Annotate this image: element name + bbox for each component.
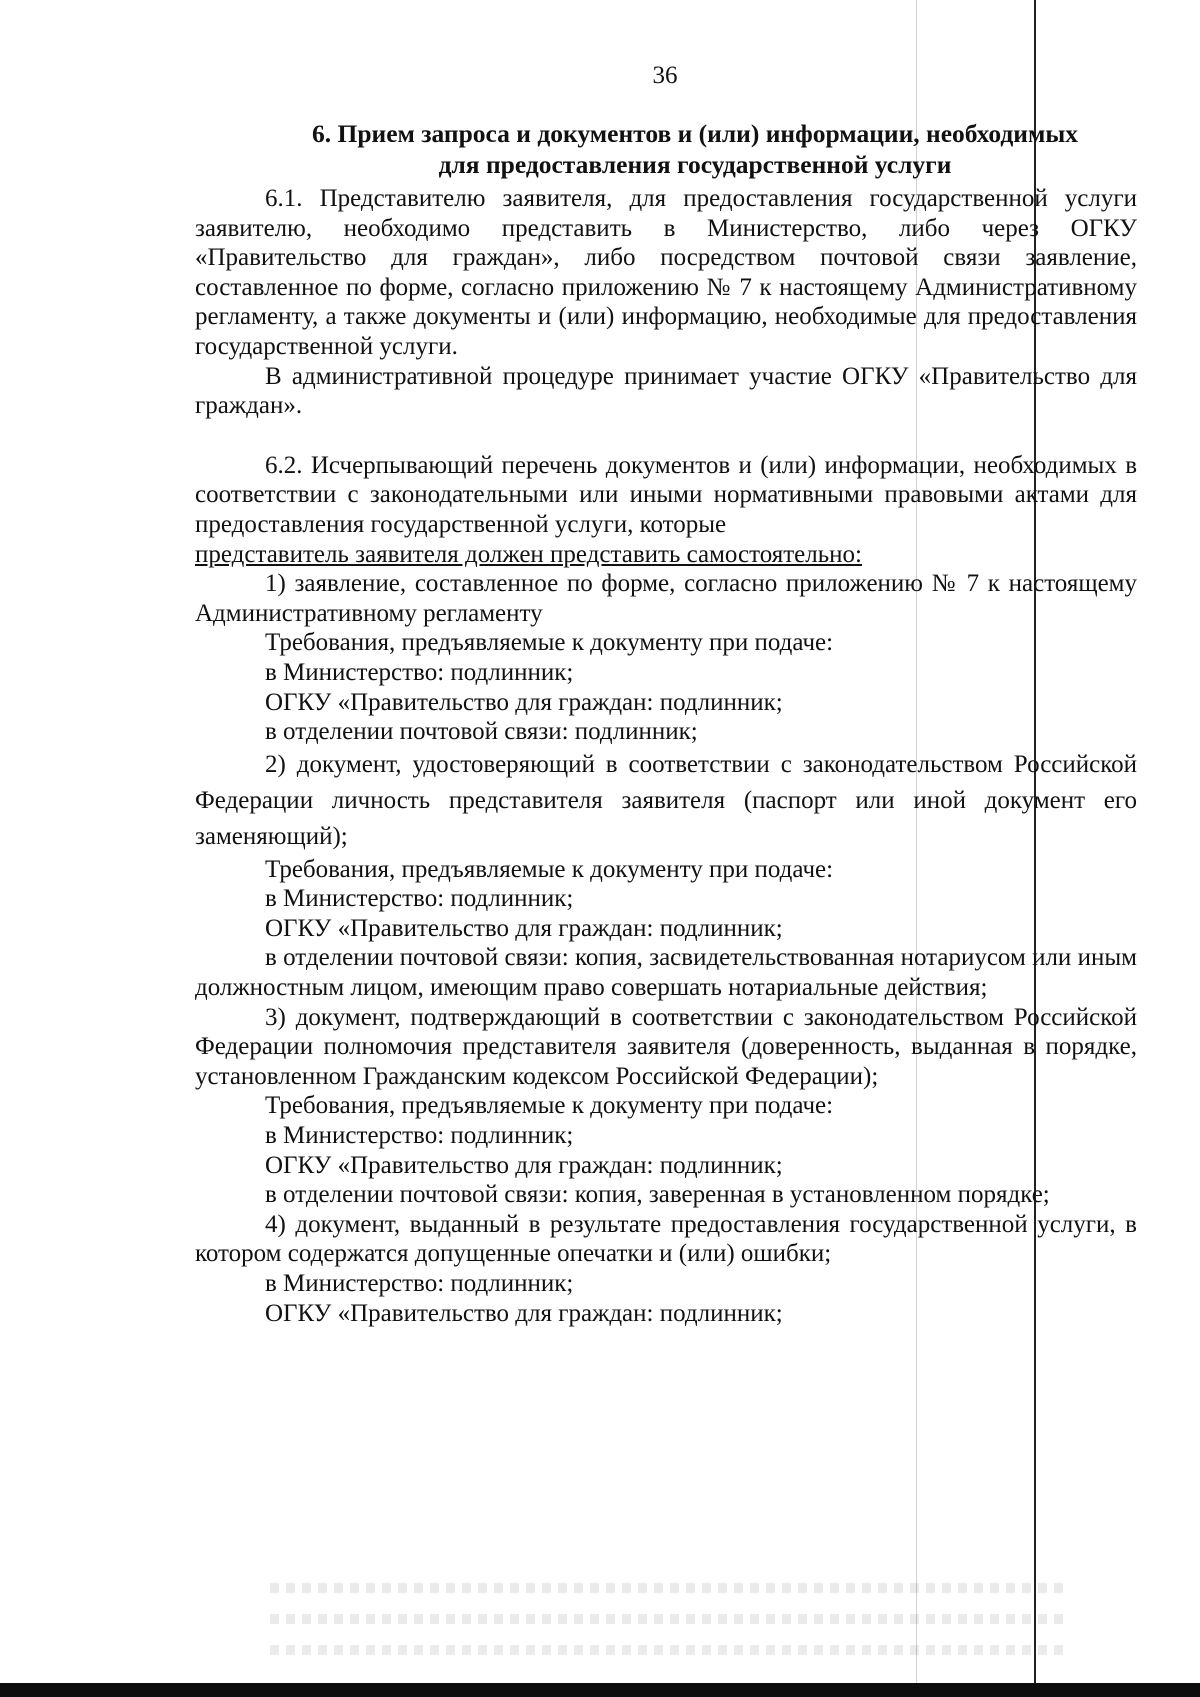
requirements-title: Требования, предъявляемые к документу при подаче:: [265, 855, 834, 883]
paragraph-6-2-underlined: [195, 540, 1137, 570]
requirement-ministry: в Министерство: подлинник;: [265, 1270, 574, 1297]
requirement-ogku: ОГКУ «Правительство для граждан: подлинник;: [265, 914, 783, 942]
list-item-3: 3) документ, подтверждающий в соответствии с законодательством Российской Федерации полномочия представителя заявителя (доверенность, выданная в порядке, установленном Гражданским кодексом Российской Федерации);: [195, 1003, 1137, 1090]
requirements-title: Требования, предъявляемые к документу при подаче:: [265, 1092, 834, 1120]
requirement-ministry: в Министерство: подлинник;: [265, 658, 574, 686]
requirement-post: в отделении почтовой связи: копия, заверенная в установленном порядке;: [265, 1181, 1050, 1209]
requirement-ministry: в Министерство: подлинник;: [265, 885, 574, 913]
bleed-through-text: [270, 1583, 1070, 1593]
requirement-ogku: ОГКУ «Правительство для граждан: подлинник;: [265, 1299, 783, 1327]
section-heading: [250, 118, 1140, 180]
requirements-title: Требования, предъявляемые к документу при подаче:: [265, 629, 834, 657]
requirement-post: в отделении почтовой связи: подлинник;: [265, 718, 698, 746]
list-item-4: 4) документ, выданный в результате предоставления государственной услуги, в котором содержатся допущенные опечатки и (или) ошибки;: [195, 1210, 1137, 1268]
requirement-ogku: ОГКУ «Правительство для граждан: подлинник;: [265, 688, 783, 716]
list-item-1: 1) заявление, составленное по форме, согласно приложению № 7 к настоящему Административному регламенту: [195, 570, 1137, 627]
requirement-ogku: ОГКУ «Правительство для граждан: подлинник;: [265, 1151, 783, 1179]
paragraph-6-2-intro: 6.2. Исчерпывающий перечень документов и (или) информации, необходимых в соответствии с законодательными или иными нормативными правовыми актами для предоставления государственной услуги, которые: [195, 451, 1137, 538]
requirement-ministry: в Министерство: подлинник;: [265, 1122, 574, 1150]
document-body: [195, 184, 1137, 1328]
heading-line-1: 6. Прием запроса и документов и (или) информации, необходимых: [311, 119, 1079, 148]
paragraph-gap: [195, 421, 1137, 451]
scan-bottom-edge: [0, 1683, 1200, 1697]
bleed-through-text: [270, 1614, 1070, 1624]
heading-line-2: для предоставления государственной услуги: [438, 150, 952, 179]
page-number: 36: [652, 62, 678, 89]
requirement-post: в отделении почтовой связи: копия, засвидетельствованная нотариусом или иным должностным лицом, имеющим право совершать нотариальные действия;: [195, 944, 1137, 1002]
bleed-through-text: [270, 1645, 1070, 1655]
list-item-2: 2) документ, удостоверяющий в соответствии с законодательством Российской Федерации личность представителя заявителя (паспорт или иной документ его заменяющий);: [195, 750, 1137, 850]
paragraph-6-1-participation: В административной процедуре принимает участие ОГКУ «Правительство для граждан».: [195, 362, 1137, 420]
underlined-phrase: представитель заявителя должен представить самостоятельно:: [195, 540, 862, 568]
paragraph-6-1: 6.1. Представителю заявителя, для предоставления государственной услуги заявителю, необходимо представить в Министерство, либо через ОГКУ «Правительство для граждан», либо посредством почтовой связи заявление, составленное по форме, согласно приложению № 7 к настоящему Административному регламенту, а также документы и (или) информацию, необходимые для предоставления государственной услуги.: [195, 185, 1137, 360]
